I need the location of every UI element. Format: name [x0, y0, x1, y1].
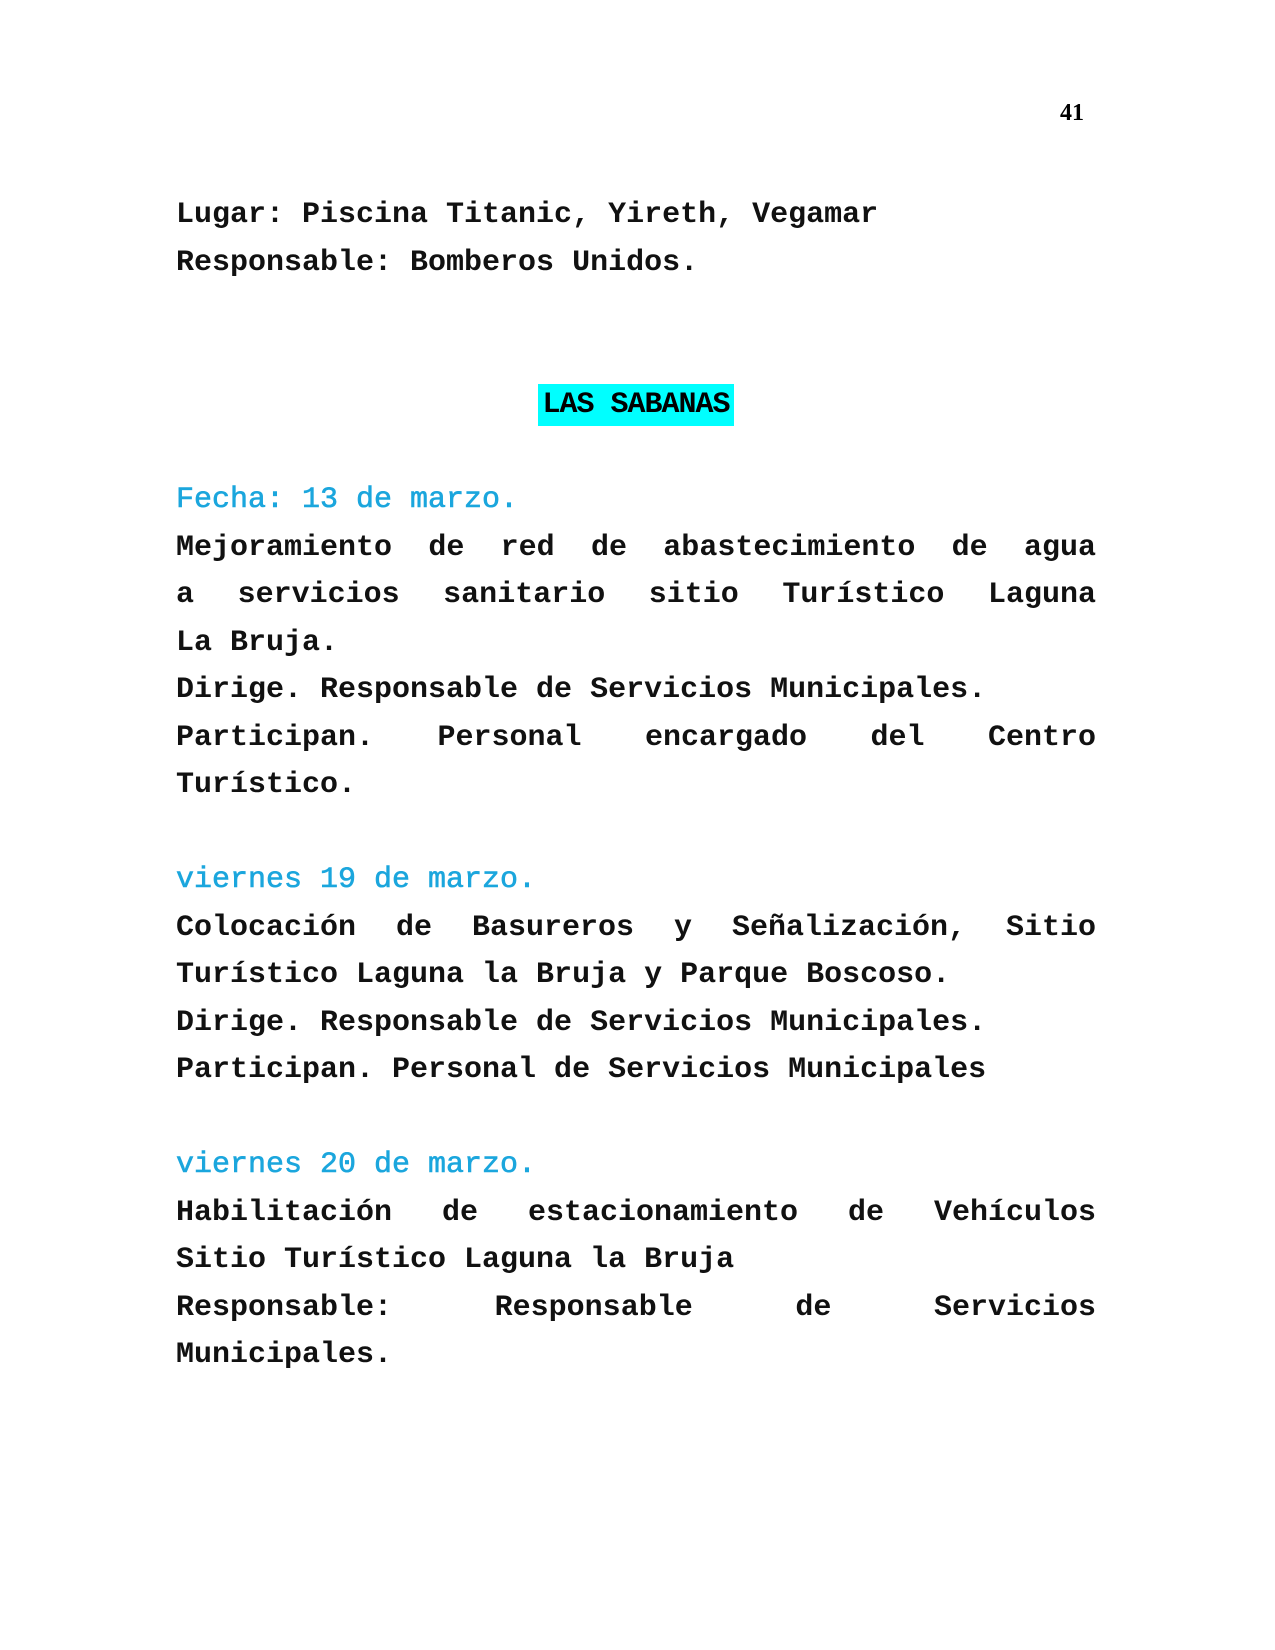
entry-line: Participan. Personal encargado del Centro [176, 720, 1096, 755]
document-body [176, 192, 1096, 1380]
section-title: LAS SABANAS [538, 384, 733, 426]
entry-line: Mejoramiento de red de abastecimiento de agua [176, 530, 1096, 565]
entry-line: Responsable: Responsable de Servicios [176, 1290, 1096, 1325]
entry-line: Sitio Turístico Laguna la Bruja [176, 1243, 735, 1277]
entry-line: Turístico Laguna la Bruja y Parque Boscoso. [176, 958, 951, 992]
responsable-line: Responsable: Bomberos Unidos. [176, 245, 699, 280]
entry-19-marzo [176, 857, 1096, 1095]
lugar-line: Lugar: Piscina Titanic, Yireth, Vegamar [176, 198, 879, 232]
entry-line: Participan. Personal de Servicios Municipales [176, 1053, 987, 1087]
entry-line: a servicios sanitario sitio Turístico Laguna [176, 578, 1096, 612]
entry-date: viernes 19 de marzo. [176, 863, 537, 897]
page-number: 41 [1060, 100, 1084, 126]
section-heading-wrap [176, 382, 1096, 477]
entry-line: La Bruja. [176, 625, 339, 660]
entry-20-marzo [176, 1142, 1096, 1380]
entry-line: Dirige. Responsable de Servicios Municipales. [176, 1005, 987, 1040]
entry-line: Dirige. Responsable de Servicios Municipales. [176, 673, 987, 707]
entry-13-marzo [176, 477, 1096, 810]
entry-line: Municipales. [176, 1338, 393, 1372]
entry-date: viernes 20 de marzo. [176, 1148, 537, 1182]
entry-date: Fecha: 13 de marzo. [176, 483, 519, 517]
entry-line: Turístico. [176, 768, 357, 802]
entry-line: Habilitación de estacionamiento de Vehículos [176, 1195, 1096, 1230]
entry-line: Colocación de Basureros y Señalización, Sitio [176, 910, 1096, 945]
